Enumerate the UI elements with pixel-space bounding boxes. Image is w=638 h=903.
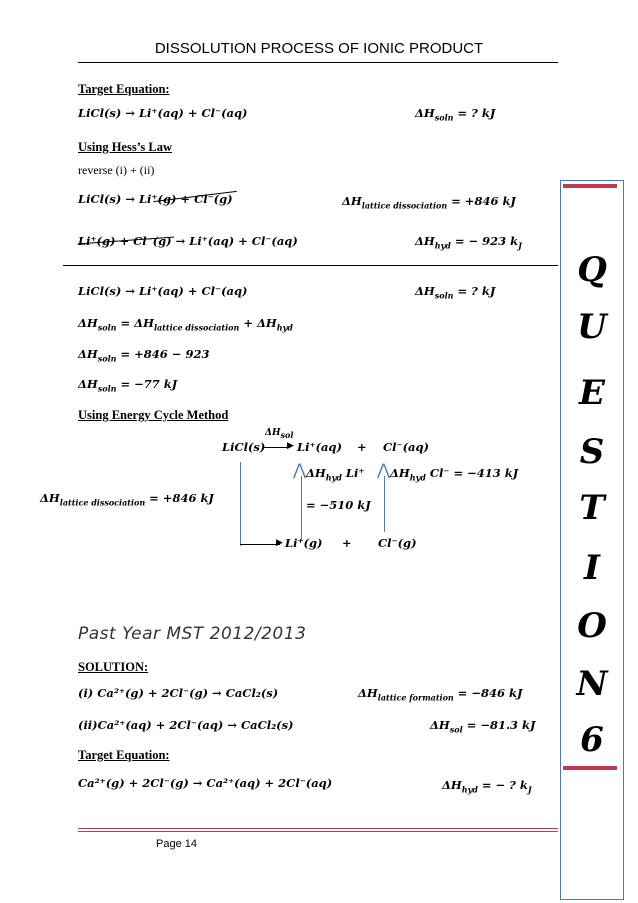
target-equation-dh: $\Delta H_{soln}$ = ? kJ	[415, 106, 496, 123]
cycle-hyd-li-val: = −510 kJ	[306, 498, 371, 512]
past-year-title: Past Year MST 2012/2013	[78, 624, 307, 644]
cycle-hyd-li: $\Delta H_{hyd}$ Li⁺	[306, 466, 365, 483]
page-header: DISSOLUTION PROCESS OF IONIC PRODUCT	[154, 40, 484, 57]
target-equation-heading-2: Target Equation:	[78, 748, 170, 762]
sidebar-top-bar	[563, 184, 617, 188]
cycle-mid-line	[301, 476, 302, 540]
header-rule	[78, 62, 558, 63]
sidebar-letter-n: N	[576, 664, 608, 704]
sidebar-letter-i: I	[584, 548, 600, 588]
solution-dh-2: $\Delta H_{sol} = -81.3$ kJ	[430, 718, 536, 735]
target-equation-2: Ca²⁺(g) + 2Cl⁻(g) → Ca²⁺(aq) + 2Cl⁻(aq)	[78, 776, 333, 790]
footer-rule	[78, 828, 558, 832]
cycle-bottom-arrow	[240, 544, 280, 545]
sum-rule	[63, 265, 558, 266]
target-dh-2: $\Delta H_{hyd}$ = − ? $k_J$	[442, 778, 532, 795]
reverse-text: reverse (i) + (ii)	[78, 163, 155, 177]
arrow-head: ▶	[276, 537, 283, 547]
cycle-lattice: $\Delta H_{lattice dissociation} = +846$ kJ	[40, 491, 214, 508]
sidebar-letter-u: U	[577, 307, 607, 347]
page-number: Page 14	[156, 838, 197, 850]
sum-equation: LiCl(s) → Li⁺(aq) + Cl⁻(aq)	[78, 284, 248, 298]
lattice-dh: $\Delta H_{lattice dissociation} = +846$ kJ	[342, 194, 516, 211]
sidebar-letter-e: E	[579, 373, 605, 413]
up-arrow-icon: ⋀	[377, 462, 391, 479]
sidebar-letter-t: T	[579, 488, 605, 528]
equation-hydration: Li⁺(g) + Cl⁻(g) → Li⁺(aq) + Cl⁻(aq)	[78, 234, 298, 248]
energy-cycle-heading: Using Energy Cycle Method	[78, 408, 229, 422]
cycle-left-line	[240, 462, 241, 546]
equation-lattice: LiCl(s) → Li⁺(g) + Cl⁻(g)	[78, 192, 233, 206]
hydration-dh: $\Delta H_{hyd}$ = − 923 $k_J$	[415, 234, 522, 251]
solution-dh-1: $\Delta H_{lattice formation} = -846$ kJ	[358, 686, 523, 703]
hess-law-heading: Using Hess’s Law	[78, 140, 172, 154]
cycle-arrow-label: $\Delta H_{sol}$	[265, 428, 294, 440]
cycle-right-line	[384, 476, 385, 532]
cycle-cl-aq: Cl⁻(aq)	[383, 440, 429, 454]
sidebar-letter-o: O	[577, 606, 607, 646]
arrow-head: ▶	[287, 440, 294, 450]
sum-dh: $\Delta H_{soln}$ = ? kJ	[415, 284, 496, 301]
calc-line-2: $\Delta H_{soln} = +846 - 923$	[78, 347, 210, 364]
cycle-li-aq: Li⁺(aq)	[297, 440, 342, 454]
calc-line-3: $\Delta H_{soln} = -77$ kJ	[78, 377, 178, 394]
solution-eq-2: (ii)Ca²⁺(aq) + 2Cl⁻(aq) → CaCl₂(s)	[78, 718, 294, 732]
solution-heading: SOLUTION:	[78, 660, 149, 674]
sidebar-number-6: 6	[580, 720, 604, 760]
cycle-plus: +	[357, 440, 367, 454]
solution-eq-1: (i) Ca²⁺(g) + 2Cl⁻(g) → CaCl₂(s)	[78, 686, 279, 700]
cycle-bottom-plus: +	[342, 536, 352, 550]
sidebar-bottom-bar	[563, 766, 617, 770]
cycle-cl-g: Cl⁻(g)	[378, 536, 417, 550]
up-arrow-icon: ⋀	[293, 462, 307, 479]
cycle-li-g: Li⁺(g)	[285, 536, 323, 550]
sidebar-letter-s: S	[579, 432, 605, 472]
cycle-hyd-cl: $\Delta H_{hyd}$ Cl⁻ = −413 kJ	[390, 466, 519, 483]
target-equation-heading: Target Equation:	[78, 82, 170, 96]
calc-line-1: $\Delta H_{soln} = \Delta H_{lattice dissociation} + \Delta H_{hyd}$	[78, 316, 293, 333]
cycle-licl: LiCl(s)	[222, 440, 266, 454]
target-equation: LiCl(s) → Li⁺(aq) + Cl⁻(aq)	[78, 106, 248, 120]
sidebar-letter-q: Q	[577, 250, 607, 290]
